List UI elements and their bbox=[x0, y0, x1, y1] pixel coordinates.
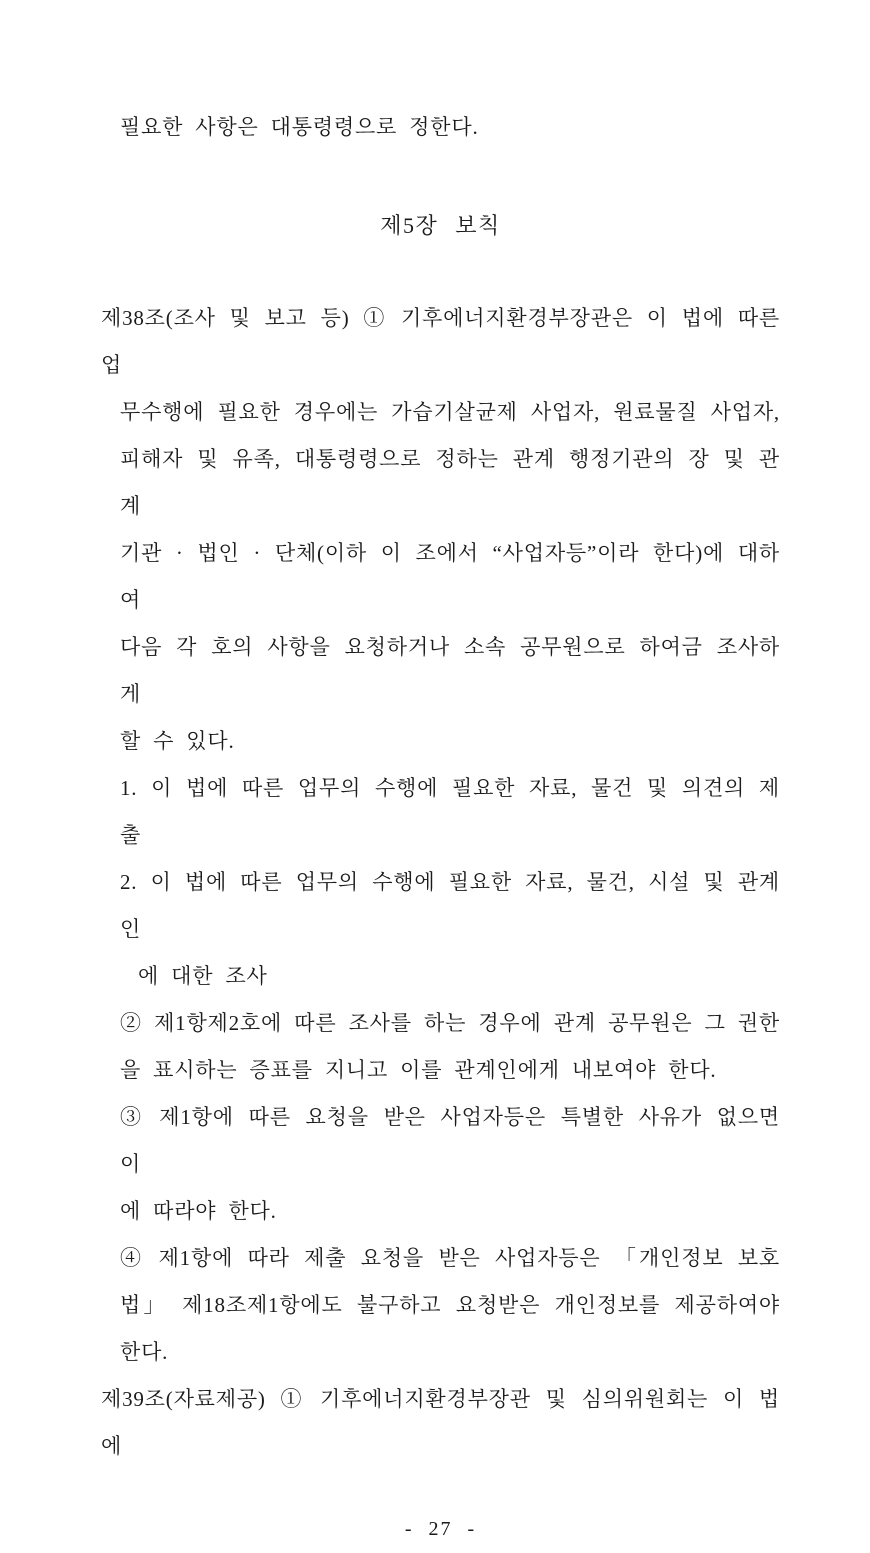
text-line-clause-4: ④ 제1항에 따라 제출 요청을 받은 사업자등은 「개인정보 보호 bbox=[120, 1246, 780, 1270]
text-line-item-1: 1. 이 법에 따른 업무의 수행에 필요한 자료, 물건 및 의견의 제출 bbox=[120, 776, 780, 847]
text-line: 피해자 및 유족, 대통령령으로 정하는 관계 행정기관의 장 및 관계 bbox=[120, 447, 780, 518]
page-content bbox=[101, 104, 780, 1553]
text-line: 에 따라야 한다. bbox=[120, 1199, 277, 1223]
text-line-intro: 필요한 사항은 대통령령으로 정한다. bbox=[120, 115, 479, 139]
text-line: 기관 · 법인 · 단체(이하 이 조에서 “사업자등”이라 한다)에 대하여 bbox=[120, 541, 780, 612]
text-line: 을 표시하는 증표를 지니고 이를 관계인에게 내보여야 한다. bbox=[120, 1058, 717, 1082]
article-body bbox=[101, 295, 780, 1470]
text-line-clause-3: ③ 제1항에 따른 요청을 받은 사업자등은 특별한 사유가 없으면 이 bbox=[120, 1105, 780, 1176]
text-line-clause-2: ② 제1항제2호에 따른 조사를 하는 경우에 관계 공무원은 그 권한 bbox=[120, 1011, 780, 1035]
text-line: 법」 제18조제1항에도 불구하고 요청받은 개인정보를 제공하여야 bbox=[120, 1293, 780, 1317]
text-line: 에 대한 조사 bbox=[138, 964, 268, 988]
text-line: 한다. bbox=[120, 1340, 169, 1364]
text-line-article-39-head: 제39조(자료제공) ① 기후에너지환경부장관 및 심의위원회는 이 법에 bbox=[101, 1387, 780, 1458]
page-number: - 27 - bbox=[404, 1518, 477, 1540]
text-line: 다음 각 호의 사항을 요청하거나 소속 공무원으로 하여금 조사하게 bbox=[120, 635, 780, 706]
text-line-article-38-head: 제38조(조사 및 보고 등) ① 기후에너지환경부장관은 이 법에 따른 업 bbox=[101, 306, 780, 377]
text-line: 할 수 있다. bbox=[120, 729, 235, 753]
text-line: 무수행에 필요한 경우에는 가습기살균제 사업자, 원료물질 사업자, bbox=[120, 400, 780, 424]
text-line-item-2: 2. 이 법에 따른 업무의 수행에 필요한 자료, 물건, 시설 및 관계인 bbox=[120, 870, 780, 941]
chapter-heading: 제5장 보칙 bbox=[380, 213, 501, 238]
